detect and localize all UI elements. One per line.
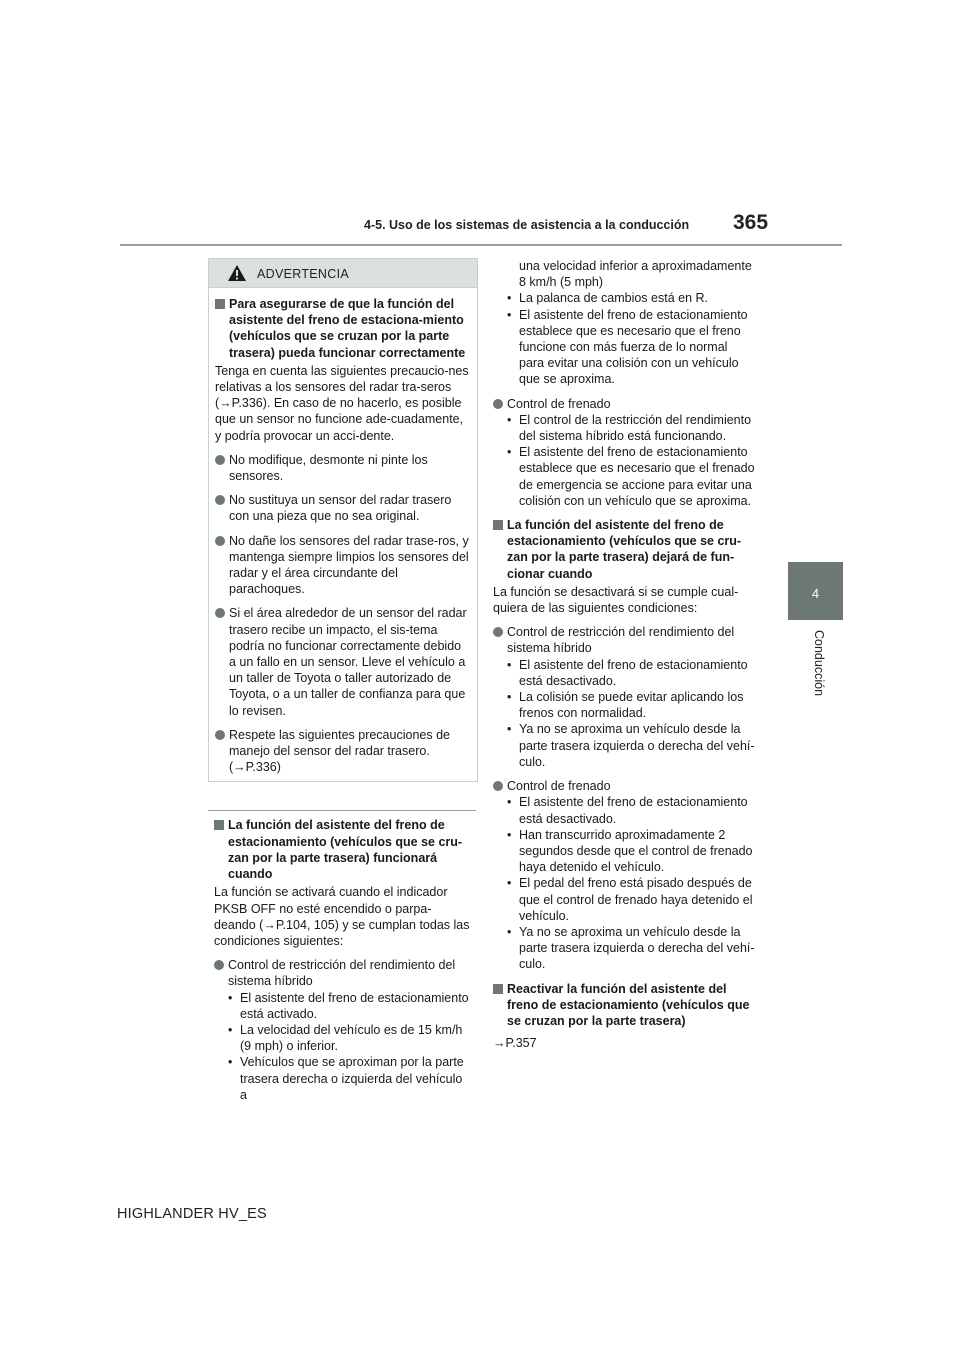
condition-list (507, 412, 755, 509)
section-heading: Reactivar la función del asistente del freno de estacionamiento (vehículos que se cruzan por la parte trasera) (493, 981, 755, 1030)
section-title: 4-5. Uso de los sistemas de asistencia a la conducción (364, 218, 690, 232)
section-heading: La función del asistente del freno de estacionamiento (vehículos que se cru-zan por la parte trasera) dejará de fun-cionar cuando (493, 517, 755, 582)
warning-bullet: No modifique, desmonte ni pinte los sensores. (215, 452, 471, 484)
warning-bullet: No sustituya un sensor del radar trasero con una pieza que no sea original. (215, 492, 471, 524)
circle-bullet-icon (493, 399, 503, 409)
warning-heading: Para asegurarse de que la función del asistente del freno de estaciona-miento (vehículos que se cruzan por la parte trasera) pueda funcionar correctamente (215, 296, 471, 361)
list-item: • El asistente del freno de estacionamiento establece que es necesario que el frenado de emergencia se accione para evitar una colisión con un vehículo que se aproxima. (507, 444, 755, 509)
warning-bullet: Respete las siguientes precauciones de manejo del sensor del radar trasero. (→P.336) (215, 727, 471, 776)
circle-bullet-icon (214, 960, 224, 970)
square-bullet-icon (493, 984, 503, 994)
list-item: • El asistente del freno de estacionamiento está desactivado. (507, 657, 755, 689)
circle-bullet-icon (215, 455, 225, 465)
circle-bullet-icon (215, 495, 225, 505)
list-item: • El pedal del freno está pisado después de que el control de frenado haya detenido el vehículo. (507, 875, 755, 924)
list-item: • El asistente del freno de estacionamiento establece que es necesario que el freno funcione con más fuerza de lo normal para evitar una colisión con un vehículo que se aproxima. (507, 307, 755, 388)
section-intro: La función se desactivará si se cumple cual-quiera de las siguientes condiciones: (493, 584, 739, 616)
list-item: • Vehículos que se aproximan por la parte trasera derecha o izquierda del vehículo a (228, 1054, 470, 1103)
footer-model: HIGHLANDER HV_ES (117, 1206, 267, 1222)
list-item: • Ya no se aproxima un vehículo desde la parte trasera izquierda o derecha del vehí-culo. (507, 721, 755, 770)
square-bullet-icon (214, 820, 224, 830)
circle-bullet-icon (215, 730, 225, 740)
list-item: • El asistente del freno de estacionamiento está activado. (228, 990, 470, 1022)
chapter-tab[interactable] (788, 562, 843, 620)
warning-header (209, 259, 477, 288)
warning-intro: Tenga en cuenta las siguientes precaucio-nes relativas a los sensores del radar tra-seros (→P.336). En caso de no hacerlo, es posible que un sensor no funcione ade-cuadamente, y podría provocar un acci-dente. (215, 363, 469, 443)
list-item: • El asistente del freno de estacionamiento está desactivado. (507, 794, 755, 826)
condition-bullet: Control de restricción del rendimiento del sistema híbrido • El asistente del freno de estacionamiento está activado. • La velocidad del vehículo es de 15 km/h (9 mph) o inferior. • Vehículos que se aproximan por la parte trasera derecha o izquierda del vehículo a (214, 957, 470, 1103)
condition-bullet: Control de frenado • El asistente del freno de estacionamiento está desactivado. • Han transcurrido aproximadamente 2 segundos desde que el control de frenado haya detenido el vehículo. • El pedal del freno está pisado después de que el control de frenado haya detenido el vehículo. • Ya no se aproxima un vehículo desde la parte trasera izquierda o derecha del vehí-culo. (493, 778, 755, 972)
condition-list (507, 794, 755, 972)
warning-bullet: No dañe los sensores del radar trase-ros, y mantenga siempre limpios los sensores del radar y el área circundante del parachoques. (215, 533, 471, 598)
circle-bullet-icon (215, 536, 225, 546)
circle-bullet-icon (215, 608, 225, 618)
condition-list (507, 657, 755, 770)
list-item: • El control de la restricción del rendimiento del sistema híbrido está funcionando. (507, 412, 755, 444)
list-item: • La velocidad del vehículo es de 15 km/h (9 mph) o inferior. (228, 1022, 470, 1054)
warning-triangle-icon (227, 264, 247, 282)
chapter-tab-label: Conducción (812, 630, 826, 697)
continued-text: una velocidad inferior a aproximadamente 8 km/h (5 mph) (519, 259, 752, 290)
list-item: • Ya no se aproxima un vehículo desde la parte trasera izquierda o derecha del vehí-culo. (507, 924, 755, 973)
section-divider (208, 810, 476, 811)
left-column (214, 258, 470, 1111)
warning-box (208, 258, 478, 782)
condition-bullet: Control de frenado • El control de la restricción del rendimiento del sistema híbrido está funcionando. • El asistente del freno de estacionamiento establece que es necesario que el frenado de emergencia se accione para evitar una colisión con un vehículo que se aproxima. (493, 396, 755, 509)
list-item: • Han transcurrido aproximadamente 2 segundos desde que el control de frenado haya detenido el vehículo. (507, 827, 755, 876)
warning-title: ADVERTENCIA (257, 267, 349, 281)
chapter-tab-number: 4 (811, 586, 820, 601)
header-divider (120, 244, 842, 246)
square-bullet-icon (215, 299, 225, 309)
circle-bullet-icon (493, 627, 503, 637)
page-reference-link[interactable]: →P.357 (493, 1036, 537, 1051)
condition-bullet: Control de restricción del rendimiento del sistema híbrido • El asistente del freno de estacionamiento está desactivado. • La colisión se puede evitar aplicando los frenos con normalidad. • Ya no se aproxima un vehículo desde la parte trasera izquierda o derecha del vehí-culo. (493, 624, 755, 770)
page-number: 365 (733, 211, 769, 234)
section-heading: La función del asistente del freno de estacionamiento (vehículos que se cru-zan por la parte trasera) funcionará cuando (214, 817, 470, 882)
condition-list (228, 990, 470, 1103)
list-item: • La colisión se puede evitar aplicando los frenos con normalidad. (507, 689, 755, 721)
condition-list (493, 290, 755, 387)
square-bullet-icon (493, 520, 503, 530)
list-item: • La palanca de cambios está en R. (507, 290, 755, 306)
circle-bullet-icon (493, 781, 503, 791)
section-intro: La función se activará cuando el indicador PKSB OFF no esté encendido o parpa-deando (→P.104, 105) y se cumplan todas las condiciones siguientes: (214, 885, 470, 948)
warning-bullet: Si el área alrededor de un sensor del radar trasero recibe un impacto, el sis-tema podría no funcionar correctamente debido a un fallo en un sensor. Lleve el vehículo a un taller de Toyota o taller autorizado de Toyota, o a un taller de confianza para que lo revisen. (215, 605, 471, 718)
right-column (493, 258, 755, 1051)
